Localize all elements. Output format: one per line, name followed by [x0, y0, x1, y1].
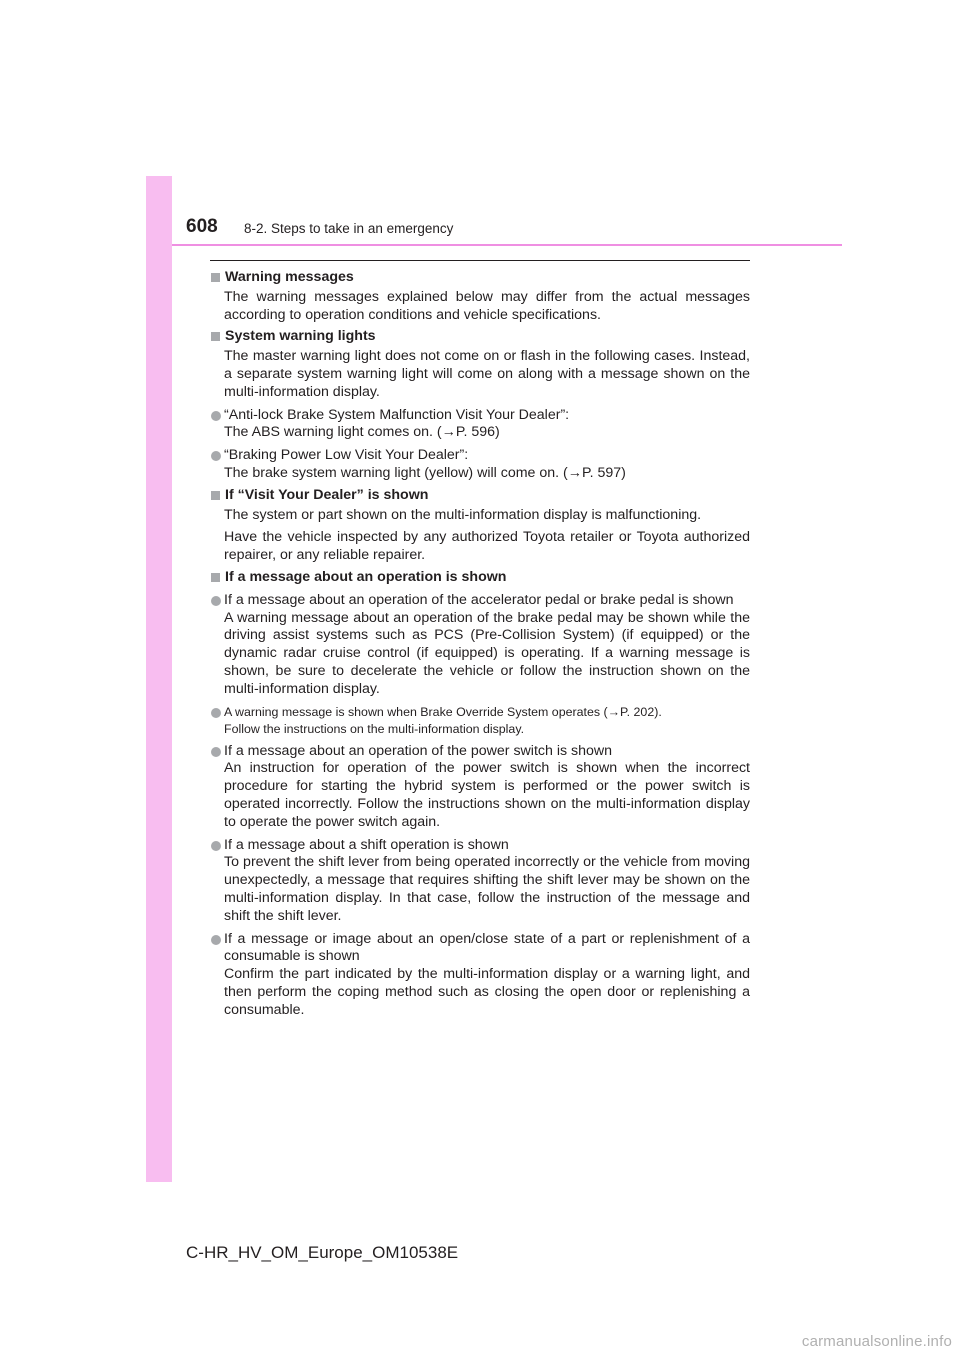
paragraph: The warning messages explained below may differ from the actual messages according to operation conditions and vehicle specifications. — [224, 288, 750, 323]
list-item: “Braking Power Low Visit Your Dealer”: The brake system warning light (yellow) will come on. (→P. 597) — [210, 447, 750, 483]
square-bullet-icon — [211, 332, 220, 341]
circle-bullet-icon — [211, 841, 221, 851]
page-content — [210, 265, 750, 1019]
chapter-title: 8-2. Steps to take in an emergency — [244, 221, 454, 236]
list-item: If a message about an operation of the power switch is shown An instruction for operation of the power switch is shown when the incorrect procedure for starting the hybrid system is performed or the power switch is operated incorrectly. Follow the instructions shown on the multi-information display to operate the power switch again. — [210, 743, 750, 832]
list-item: If a message about a shift operation is shown To prevent the shift lever from being operated incorrectly or the vehicle from moving unexpectedly, a message that requires shifting the shift lever may be shown on the multi-information display. In that case, follow the instruction of the message and shift the shift lever. — [210, 837, 750, 926]
circle-bullet-icon — [211, 451, 221, 461]
paragraph: The master warning light does not come on or flash in the following cases. Instead, a separate system warning light will come on along with a message shown on the multi-information display. — [224, 348, 750, 400]
circle-bullet-icon — [211, 411, 221, 421]
circle-bullet-icon — [211, 935, 221, 945]
list-item: If a message about an operation of the accelerator pedal or brake pedal is shown A warning message about an operation of the brake pedal may be shown while the driving assist systems such as PCS (Pre-Collision System) (if equipped) or the dynamic radar cruise control (if equipped) is operating. If a warning message is shown, be sure to decelerate the vehicle or follow the instruction shown on the multi-information display. — [210, 592, 750, 699]
paragraph: Have the vehicle inspected by any authorized Toyota retailer or Toyota authorized repairer, or any reliable repairer. — [224, 529, 750, 564]
square-bullet-icon — [211, 573, 220, 582]
side-tab-band — [146, 176, 172, 1182]
heading-visit-your-dealer: If “Visit Your Dealer” is shown — [210, 487, 750, 505]
square-bullet-icon — [211, 491, 220, 500]
list-item: “Anti-lock Brake System Malfunction Visit Your Dealer”: The ABS warning light comes on. (→P. 596) — [210, 407, 750, 443]
document-code: C-HR_HV_OM_Europe_OM10538E — [186, 1243, 459, 1262]
heading-warning-messages: Warning messages — [210, 269, 750, 287]
content-divider — [210, 260, 750, 261]
list-item: A warning message is shown when Brake Override System operates (→P. 202). Follow the instructions on the multi-information display. — [210, 704, 750, 738]
list-item: If a message or image about an open/close state of a part or replenishment of a consumable is shown Confirm the part indicated by the multi-information display or a warning light, and then perform the coping method such as closing the open door or replenishing a consumable. — [210, 931, 750, 1020]
page-number: 608 — [186, 216, 218, 237]
paragraph: The system or part shown on the multi-information display is malfunctioning. — [224, 506, 702, 523]
header-divider — [172, 244, 842, 246]
watermark: carmanualsonline.info — [801, 1333, 952, 1350]
circle-bullet-icon — [211, 747, 221, 757]
circle-bullet-icon — [211, 708, 221, 718]
square-bullet-icon — [211, 273, 220, 282]
circle-bullet-icon — [211, 596, 221, 606]
heading-system-warning-lights: System warning lights — [210, 328, 750, 346]
heading-operation-message: If a message about an operation is shown — [210, 569, 750, 587]
